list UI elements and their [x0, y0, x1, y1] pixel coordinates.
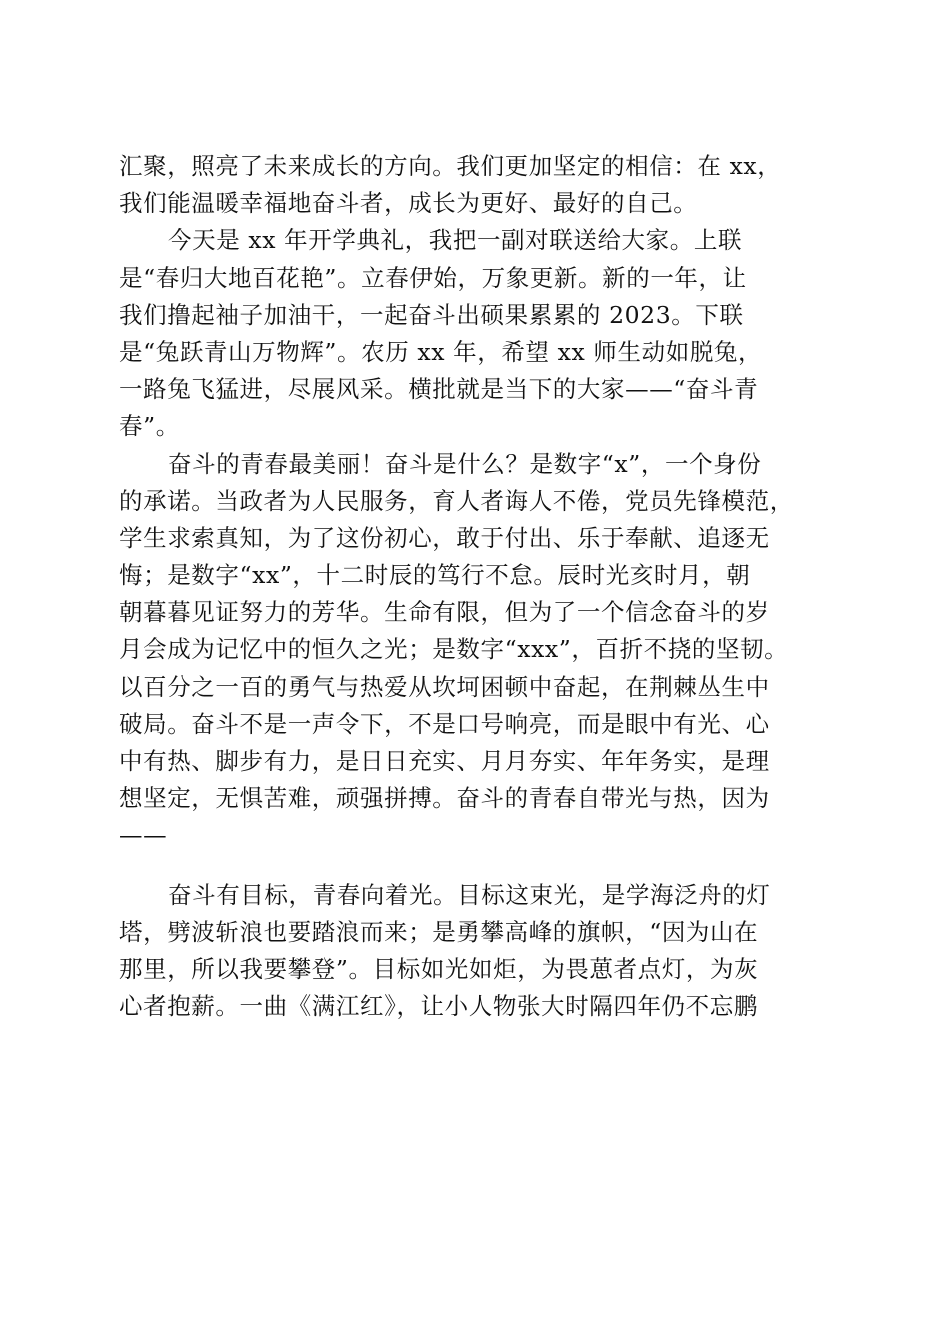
- paragraph: [119, 148, 831, 222]
- text-line: 一路兔飞猛进，尽展风采。横批就是当下的大家——“奋斗青: [119, 375, 759, 404]
- text-line: 朝暮暮见证努力的芳华。生命有限，但为了一个信念奋斗的岁: [119, 598, 770, 627]
- text-line: 今天是 xx 年开学典礼，我把一副对联送给大家。上联: [168, 226, 743, 255]
- text-line: 学生求索真知，为了这份初心，敢于付出、乐于奉献、追逐无: [119, 523, 770, 552]
- text-line: 是“春归大地百花艳”。立春伊始，万象更新。新的一年，让: [119, 263, 747, 292]
- text-line: 以百分之一百的勇气与热爱从坎坷困顿中奋起，在荆棘丛生中: [119, 672, 770, 701]
- text-line: 悔；是数字“xx”，十二时辰的笃行不怠。辰时光亥时月，朝: [119, 561, 751, 590]
- text-line: ——: [119, 821, 168, 850]
- text-line: 我们能温暖幸福地奋斗者，成长为更好、最好的自己。: [119, 189, 698, 218]
- text-line: 塔，劈波斩浪也要踏浪而来；是勇攀高峰的旗帜，“因为山在: [119, 917, 759, 946]
- paragraph: [119, 222, 831, 445]
- text-line: 月会成为记忆中的恒久之光；是数字“xxx”，百折不挠的坚韧。: [119, 635, 789, 664]
- text-line: 中有热、脚步有力，是日日充实、月月夯实、年年务实，是理: [119, 747, 770, 775]
- text-line: 我们撸起袖子加油干，一起奋斗出硕果累累的 2023。下联: [119, 300, 744, 329]
- text-line: 的承诺。当政者为人民服务，育人者诲人不倦，党员先锋模范，: [119, 486, 794, 515]
- text-line: 奋斗的青春最美丽！奋斗是什么？是数字“x”，一个身份: [168, 449, 762, 478]
- text-line: 是“兔跃青山万物辉”。农历 xx 年，希望 xx 师生动如脱兔，: [119, 337, 763, 366]
- text-line: 想坚定，无惧苦难，顽强拼搏。奋斗的青春自带光与热，因为: [119, 784, 770, 813]
- text-line: 破局。奋斗不是一声令下，不是口号响亮，而是眼中有光、心: [119, 709, 770, 738]
- body-text: [119, 148, 831, 1025]
- text-line: 春”。: [119, 412, 180, 441]
- text-line: 奋斗有目标，青春向着光。目标这束光，是学海泛舟的灯: [168, 880, 771, 909]
- text-line: 那里，所以我要攀登”。目标如光如炬，为畏葸者点灯，为灰: [119, 954, 759, 983]
- text-line: 心者抱薪。一曲《满江红》，让小人物张大时隔四年仍不忘鹏: [119, 992, 758, 1021]
- paragraph-spacer: [119, 855, 831, 877]
- paragraph: [119, 877, 831, 1026]
- text-line: 汇聚，照亮了未来成长的方向。我们更加坚定的相信：在 xx，: [119, 152, 782, 180]
- paragraph: [119, 446, 831, 855]
